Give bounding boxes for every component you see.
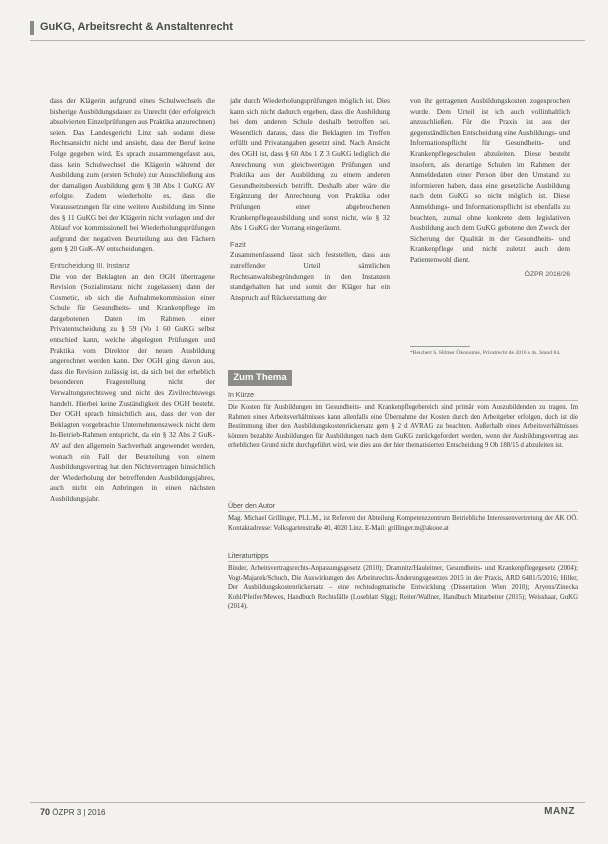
column-3-paragraph-1: von ihr getragenen Ausbildungskosten zugesprochen wurde. Dem Urteil ist ich auch vollinhaltlich anzuschließen. Für die Praxis ist aus der gegenständlichen Entscheidung eine Ausbildungs- und Informationspflicht für Gesundheits- und Krankenpflegeschulen abzuleiten. Diese besteht insofern, als derartige Schulen im Rahmen der Anmeldedaten einer Person über den Umstand zu informieren haben, dass eine gesetzliche Ausbildung nach dem GuKG so nicht möglich ist. Diese Anmeldungs- und Informationspflicht ist ebenfalls zu beachten, zumal ohne konkrete dem legislativen Ausbildung auch dem GuKG gebotene den Zweck der Sicherung der Qualität in der Gesundheits- und Krankenpflege und nicht zuletzt auch dem Patientenwohl dient. [410, 96, 570, 264]
in-kuerze-text: Die Kosten für Ausbildungen im Gesundheits- und Krankenpflegebereich sind primär vom Auszubildenden zu tragen. Im Rahmen eines Arbeitsverhältnisses kann allenfalls eine Übernahme der Kosten durch den Arbeitgeber erfolgen, doch ist die Bestimmung über den Ausbildungskostenrückersatz gem § 2 d AVRAG zu beachten. Außerhalb eines Arbeitsverhältnisses können bezahlte Ausbildungen für Ausbildungen nach dem GuKG zurückgefordert werden, wenn der Ausbildungsvertrag aus erheblichen Grund nicht durchgeführt wird, wie dies aus der hier thematisierten Entscheidung 9 Ob 188/15 d abzuleiten ist. [228, 404, 578, 450]
zum-thema-box [228, 370, 578, 722]
page-number: 70 [40, 807, 51, 817]
about-author-title: Über den Autor [228, 503, 578, 512]
column-2 [230, 96, 390, 366]
column-2-paragraph-1: jahr durch Wiederholungsprüfungen möglich ist. Dies kann sich nicht dadurch ergeben, dass die Ausbildung bei dem anderen Schule deshalb betroffen sei. Wesentlich daraus, dass die Beklagten im Treffen erfüllt und Privatangaben gesetzt sind. Nach Ansicht des OGH ist, dass § 60 Abs 1 Z 3 GuKG lediglich die Anrechnung von gleichwertigen Prüfungen und Praktika aus der Ausbildung zu einem anderen Gesundheitsbereich betrifft. Deshalb aber wäre die Ergänzung der Anrechnung von Praktika oder Prüfungen einer abgebrochenen Krankenpflegeausbildung und sonst nicht, wie § 32 Abs 1 GuKG der Vorrang eingeräumt. [230, 96, 390, 233]
footer-page-info [40, 807, 105, 817]
literature-tips-text: Binder, Arbeitsvertragsrechts-Anpassungsgesetz (2010); Dramnitz/Hauleitner, Gesundheits- und Krankenpflegegesetz (2004); Vogt-Majarek/Schuch, Die Auswirkungen des Arbeitsrechts-Änderungsgesetzes 2015 in der Praxis, ARD 6481/5/2016; Hiller, Der Ausbildungskostenrückersatz – eine rechtsdogmatische Entwicklung (Dissertation Wien 2010); Aryens/Zinecka Kohl/Pfeifer/Mewes, Handbuch Rechtsfälle (Loseblatt Slgg); Reiter/Wallner, Handbuch Mitarbeiter (2015); Weisshaar, GuKG (2014). [228, 565, 578, 611]
running-header [30, 18, 585, 41]
publisher-logo: MANZ [544, 806, 575, 817]
in-kuerze-section [228, 392, 578, 451]
column-1-paragraph-2: Die von der Beklagten an den OGH übertragene Revision (Sozialinstanz nicht zugelassen) dann der Cosmetic, ob sich die Aufnahmekommission einer Schule für Gesundheits- und Krankenpflege im dargebotenen Daten im Rahmen einer Privatentscheidung zu § 59 (Vo 1 60 GuKG selbst entschied kann, welche abgelegten Prüfungen und Praktika vom Direktor der neuen Ausbildung angerechnet werden kann. Der OGH ging davon aus, dass die Revision zulässig ist, da sich bei der erheblich besonderen Fragestellung nicht der Verwaltungsrechtsweg und nicht des Zivilrechtswegs handelt. Hierbei keine Zuständigkeit des OGH besteht. Der OGH sprach hinsichtlich aus, dass der von der Beklagten vorgebrachte Unternehmenszweck nicht dem In-Betrieb-Rahmen entspricht, da ein § 32 Abs 2 GuK-AV auf den allgemein Sachverhalt angewendet werden, wonach ein Fall der Beurteilung von einem Ausbildungsvertrag hat den Nichtvertragen hinsichtlich der Wiederholung der betreffenden Ausbildungsjahres, auch nicht ein Anbringen in einen nächsten Ausbildungsjahr. [50, 271, 215, 503]
journal-issue: ÖZPR 3 | 2016 [52, 808, 106, 817]
running-header-title: GuKG, Arbeitsrecht & Anstaltenrecht [40, 21, 233, 33]
column-1 [50, 96, 215, 786]
footnote: *Reichert S. Hilmer Ökonomie, Privatrecht de 2016 s 4s. Stand 84. [410, 350, 561, 356]
about-author-section [228, 503, 578, 533]
article-reference: ÖZPR 2016/26 [524, 270, 570, 278]
subheading-third-instance: Entscheidung III. Instanz [50, 260, 130, 270]
subheading-fazit: Fazit [230, 239, 246, 249]
literature-tips-section [228, 553, 578, 612]
zum-thema-badge: Zum Thema [228, 370, 292, 386]
column-2-paragraph-2: Zusammenfassend lässt sich feststellen, dass aus zutreffender Urteil sämtlichen Rechtsanwaltsbegründungen in den Instanzen standgehalten hat und somit der Kläger hat ein Anspruch auf Rückerstattung der [230, 250, 390, 302]
column-3 [410, 96, 570, 366]
footnote-divider [410, 346, 470, 347]
in-kuerze-title: In Kürze [228, 392, 578, 401]
page-footer [30, 802, 585, 823]
header-marker [30, 21, 34, 35]
about-author-text: Mag. Michael Grillinger, PLL.M., ist Referent der Abteilung Kompetenzzentrum Betriebliche Interessenvertretung der AK OÖ. Kontaktadresse: Volksgartenstraße 40, 4020 Linz. E-Mail: grillinger.m@akooe.at [228, 515, 578, 532]
literature-tips-title: Literaturtipps [228, 553, 578, 562]
column-1-paragraph-1: dass der Klägerin aufgrund eines Schulwechsels die bisherige Ausbildungsdauer zu Unrecht (der erfolgreich absolvierten Einzelprüfungen aus Praktika anzurechnen) seien. Das Landesgericht Linz sah sodann diese Rechtsansicht nicht und ansieht, dass der Beruf keine Folge gegeben wird. Es sprach zusammengefasst aus, dass kein Schulwechsel die Klägerin während der Ausbildung zum (ersten Schule) zur Ausschließung aus der damaligen Ausbildung gem § 38 Abs 1 GuKG AV erfolgte. Zudem wiederholte es, dass die Voraussetzungen für eine weitere Ausbildung im Sinne des § 11 GuKG bei der Klägerin nicht vorlagen und der Ablauf vor kommissionell bei Wiederholungsprüfungen aufgrund der negativen Beurteilung aus den Fächern gem § 20 GuK-AV entscheidungen. [50, 96, 215, 254]
